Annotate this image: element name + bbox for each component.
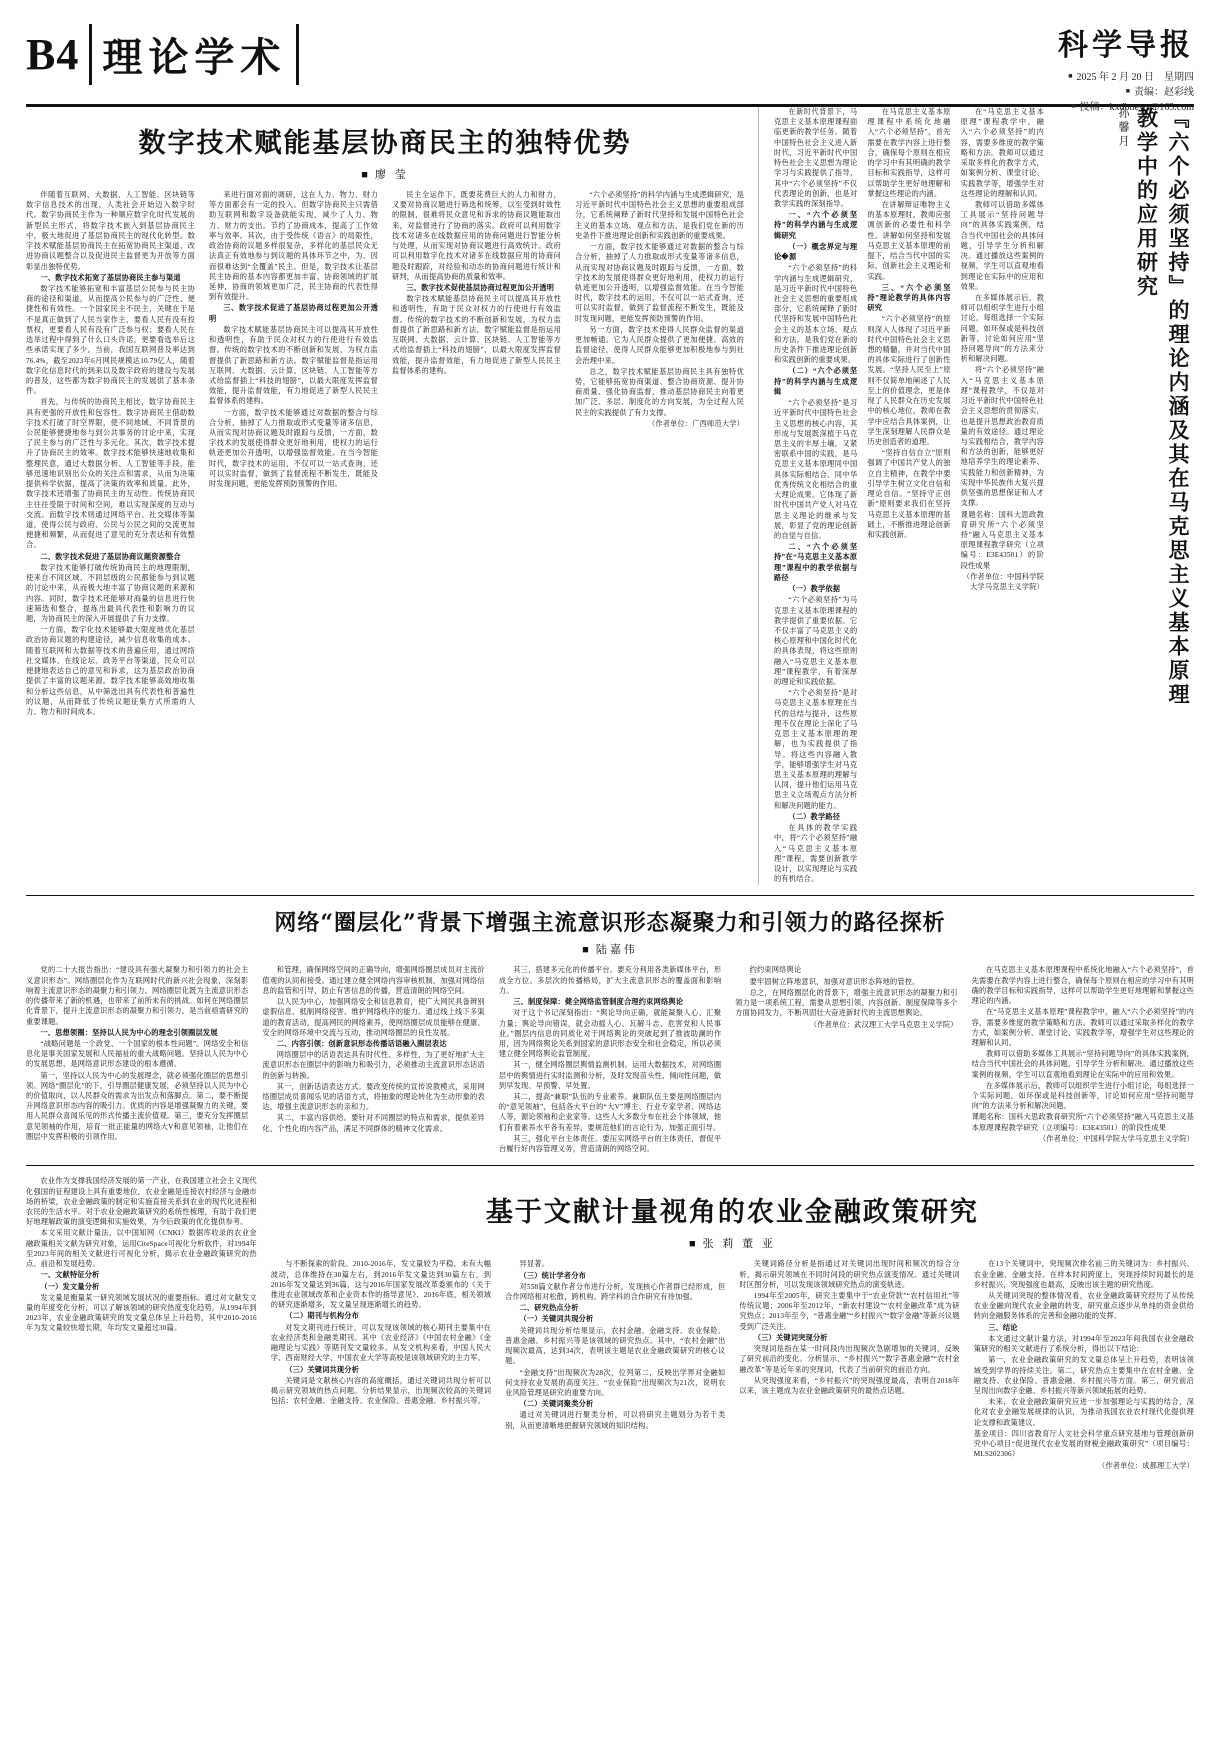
zone-divider-2	[26, 1165, 1194, 1166]
paragraph: 来进行面对面的调研，这在人力、物力、财力等方面都会有一定的投入。但数字协商民主只需借助互联网和数字设备就能实现，减少了人力、物力、财力的支出。节约了协商成本，提高了工作效率与效率。其次，由于受传统《语言》的局限性，政治协商的议题多样很复杂，多样化的基层民众无法真正有效地参与到议题的具体环节之中，为、因而很难达到“全覆盖”民主。但是，数字技术让基层民主协商的基本内容都更加丰富、协商领域的扩展延伸，协商的领域更加广泛，民主协商的代表性得到有效提升。	[209, 191, 378, 302]
article3-col-0	[26, 1176, 257, 1471]
article3-col-2	[505, 1259, 725, 1471]
article1-headline: 数字技术赋能基层协商民主的独特优势	[138, 128, 632, 159]
paragraph: 一方面，数字技术能够通过对数据的整合与综合分析，抽掉了人力推取或形式变量等诸多信息，从而实现对协商议题及时跟踪与反馈，一方面，数字技术的发展使得群众更好地利用，使权力的运行轨迹更加公开透明，以增强监督效能。在当今智能时代，数字技术的运用，不仅可以一站式查询，还可以实时监督，做到了监督流程不断发生，既能及时发现问题，更能发挥预防预警的作用。	[575, 243, 744, 323]
page-content	[0, 107, 1220, 1472]
paragraph: 数字技术能够打破传统协商民主的地理限制，使来自不同区域、不同层级的公民都能参与到议题的讨论中来，从而极大地丰富了协商议题的来源和内容。同时，数字技术还能够对海量的信息进行快速筛选和整合，提炼出最具代表性和影响力的议题，为协商民主的深入开展提供了有力支撑。	[26, 563, 195, 623]
subhead: （一）概念界定与理论�源	[774, 242, 858, 262]
paragraph: 总之，在网络圈层化的背景下，增强主流意识形态的凝聚力和引领力是一项系统工程，需要从思想引领、内容创新、制度保障等多个方面协同发力，不断巩固壮大奋进新时代的主流思想舆论。	[735, 988, 958, 1018]
subhead: （二）教学路径	[788, 812, 841, 821]
unit-note: （作者单位：武汉理工大学马克思主义学院）	[809, 1020, 958, 1029]
paragraph: “坚持自信自立”原则强调了中国共产党人的独立自主精神，在教学中要引导学生树立文化自信和理论自信。“坚持守正创新”原则要求我们在坚持马克思主义基本原理的基础上，不断推进理论创新和实践创新。	[867, 449, 951, 539]
paragraph: 农业作为支撑我国经济发展的第一产业，在我国建立社会主义现代化强国的征程建设上具有重要地位，农业金融是连接农村经济与金融市场的桥梁，农业金融政策的制定和实施直接关系到农业的现代化进程和农民的生活水平。对于农业金融政策研究的系统性梳理，有助于我们更好地理解政策的演变逻辑和实施效果，为今后政策的优化提供参考。	[26, 1177, 257, 1227]
paragraph: “战略问题是一个政党、一个国家的根本性问题”。网络安全和信息化是事关国家发展和人民福祉的重大战略问题。坚持以人民为中心的发展思想，是网络意识形态建设的根本遵循。	[26, 1039, 249, 1069]
subhead: 二、研究热点分析	[519, 1304, 579, 1313]
article2-byline	[26, 941, 1194, 957]
article3-col-4	[974, 1259, 1194, 1471]
paragraph: “六个必须坚持”的科学内涵与生成逻辑研究，是习近平新时代中国特色社会主义思想的重要组成部分，它系统阐释了新时代坚持和发展中国特色社会主义的基本立场、观点和方法，是我们党在新的历史条件下推进理论创新和实践创新的重要成果。	[575, 191, 744, 240]
paper-name: 科学导报	[1058, 28, 1194, 63]
paragraph: 突现词是指在某一时间段内出现频次急剧增加的关键词，反映了研究前沿的变化。分析显示，“乡村振兴”“数字普惠金融”“农村金融改革”等是近年来的突现词，代表了当前研究的前沿方向。	[739, 1345, 960, 1374]
issue-date: ■ 2025 年 2 月 20 日 星期四	[1058, 70, 1194, 85]
paragraph: 关键词是文献核心内容的高度概括，通过关键词共现分析可以揭示研究领域的热点问题。分析结果显示，出现频次较高的关键词包括：农村金融、金融支持、农业保险、普惠金融、乡村振兴等。	[270, 1376, 492, 1406]
paragraph: 对于这个书记深刻指出：“舆论导向正确，就能凝聚人心、汇聚力量；舆论导向错误，就会动摇人心、瓦解斗志、危害党和人民事业。”圈层内信息的同质化对于网络舆论的突破起到了推波助澜的作用，因为网络舆论关系到国家的意识形态安全和社会稳定，所以必须建立健全网络舆论监管制度。	[498, 1009, 722, 1059]
article1-col-3	[392, 190, 561, 718]
article2-col-3	[499, 965, 721, 1155]
masthead-left	[26, 24, 299, 85]
article2r-col-2	[867, 107, 950, 885]
paragraph: 教师可以借助多媒体工具展示“坚持问题导向”的具体实践案例，结合当代中国社会的具体问题，引导学生分析和解决。通过播放这些案例的视频，学生可以直观地看到理论在实际中的应用和效果。	[960, 200, 1044, 291]
article1-author: 廖 莹	[374, 169, 409, 181]
paragraph: 第一，农业金融政策研究的发文量总体呈上升趋势，表明该领域受到学界的持续关注。第二，研究热点主要集中在农村金融、金融支持、农业保险、普惠金融、乡村振兴等方面。第三，研究前沿呈现出向数字金融、乡村振兴等新兴领域拓展的趋势。	[973, 1356, 1194, 1395]
paragraph: 1994年至2005年，研究主要集中于“农业贷款”“农村信用社”等传统议题；2006年至2012年，“新农村建设”“农村金融改革”成为研究热点；2013年至今，“普惠金融”“乡村振兴”“数字金融”等新兴议题受到广泛关注。	[739, 1292, 960, 1331]
paragraph: 在多媒体展示后，教师可以组织学生进行小组讨论，每组选择一个实际问题，如环保或是科技创新等，讨论如何应用“坚持问题导向”的方法来分析和解决问题。	[971, 1081, 1195, 1111]
newspaper-page	[0, 18, 1220, 1743]
article3-headline: 基于文献计量视角的农业金融政策研究	[485, 1197, 979, 1229]
section-title: 理论学术	[89, 24, 299, 85]
paragraph: 对发文期刊进行统计，可以发现该领域的核心期刊主要集中在农业经济类和金融类期刊。其中《农业经济》《中国农村金融》《金融理论与实践》等期刊发文量较多。从发文机构来看，中国人民大学、西南财经大学、中国农业大学等高校是该领域研究的主力军。	[270, 1323, 492, 1363]
paragraph: 数字技术赋能基层协商民主可以提高其开放性和透明性，有助于民众对权力的行使进行有效监督。传统的数字技术的不断创新和发展，为权力监督提供了新思路和新方法。数字赋能监督是指运用互联网、大数据、云计算、区块链、人工智能等方式给监督插上“科技的翅膀”，以最大限度发挥监督效能，提升监督效能，有力地促进了新型人民民主监督体系的建构。	[209, 325, 378, 406]
article3-columns	[271, 1259, 1194, 1471]
paragraph: 民主全运作下，既要花费巨大的人力和财力，又要对协商议题进行筛选和统筹，以至受到时效性的限制，很难将民众意见和诉求的协商议题能取出来，对监督进行了协商的落实。政府可以利用数字技术对诸多在线数据应用的协商问题进行智能分析与处理，从而实现对协商议题进行高效统计。政府可以利用数字化技术对诸多在线数据应用的协商问题及时跟踪，对经验和动态的协商问题进行统计和研判，从而提高协商的质量和效率。	[392, 191, 561, 281]
subhead: 三、结论	[988, 1323, 1018, 1332]
paragraph: 总之，数字技术赋能基层协商民主具有独特优势，它能够拓宽协商渠道、整合协商资源、提升协商质量、强化协商监督，推动基层协商民主向着更加广泛、多层、制度化的方向发展，为全过程人民民主的实践提供了有力支撑。	[575, 367, 744, 417]
paragraph: 其三，搭建多元化的传播平台。要充分利用各类新媒体平台，形成全方位、多层次的传播格局，扩大主流意识形态的覆盖面和影响力。	[498, 966, 722, 995]
paragraph: 对558篇文献作者分布进行分析，发现核心作者群已经形成，但合作网络相对松散，跨机构、跨学科的合作研究有待加强。	[505, 1282, 726, 1301]
article1-columns	[26, 190, 744, 718]
article1-unit-note: （作者单位：广西师范大学）	[647, 419, 744, 428]
paragraph: 数字技术赋能基层协商民主可以提高其开放性和透明性，有助于民众对权力的行使进行有效监督。传统的数字技术的不断创新和发展，为权力监督提供了新思路和新方法，数字赋能监督是指运用互联网、大数据、云计算、区块链、人工智能等方式给监督插上“科技的翅膀”，以最大限度发挥监督效能，提升监督效能，有力地促进了新型人民民主监督体系的建构。	[392, 295, 561, 375]
unit-note: （作者单位：中国科学院大学马克思主义学院）	[962, 572, 1044, 592]
paragraph: 其一，健全网络圈层舆情监测机制。运用大数据技术，对网络圈层中的舆情进行实时监测和分析，及时发现苗头性、倾向性问题，做到早发现、早预警、早处置。	[498, 1061, 722, 1090]
subhead: 一、思想领圈：坚持以人民为中心的理念引领圈层发展	[40, 1028, 218, 1037]
paragraph: 关键词共现分析结果显示，农村金融、金融支持、农业保险、普惠金融、乡村振兴等是该领域的研究热点。其中，“农村金融”出现频次最高，达到34次，表明该主题是农业金融政策研究的核心议题。	[505, 1326, 726, 1366]
paragraph: 教师可以借助多媒体工具展示“坚持问题导向”的具体实践案例，结合当代中国社会的具体问题，引导学生分析和解决。通过播放这些案例的视频，学生可以直观地看到理论在实际中的应用和效果。	[971, 1050, 1195, 1079]
paragraph: 将“六个必须坚持”融入“马克思主义基本原理”课程教学，不仅是对习近平新时代中国特色社会主义思想的贯彻落实，也是提升思想政治教育质量的有效途径。通过理论与实践相结合，教学内容和方法的创新，能够更好地培养学生的理论素养、实践能力和创新精神，为实现中华民族伟大复兴提供坚强的思想保证和人才支撑。	[960, 366, 1044, 508]
paragraph: 在马克思主义基本原理课程中系统化地融入“六个必须坚持”，首先需要在教学内容上进行整合，确保每个原则在相应的学习中有其明确的教学目标和实践指导，这样可以帮助学生更好地理解和掌握这些理论的内涵。	[971, 966, 1195, 1006]
paragraph: 本文通过文献计量方法，对1994年至2023年间我国农业金融政策研究的相关文献进行了系统分析，得出以下结论：	[973, 1334, 1194, 1354]
paragraph: 其三，强化平台主体责任。要压实网络平台的主体责任，督促平台履行好内容管理义务，营造清朗的网络空间。	[498, 1134, 722, 1154]
paragraph: 一方面，数字化技术能够最大限度地优化基层政治协商议题的构建途径，减少信息收集的成本。随着互联网和大数据等技术的普遍应用，通过网络社交媒体、在线论坛、政务平台等渠道，民众可以便捷地表达自己的意见和诉求，这为基层政治协商提供了丰富的议题来源。数字技术能够高效地收集和分析这些信息，从中筛选出具有代表性和普遍性的议题，从而降低了传统议题征集方式所需的人力、物力和时间成本。	[26, 626, 195, 716]
article2-columns	[26, 965, 1194, 1155]
paragraph: “六个必须坚持”为马克思主义基本原理课程的教学提供了重要依据。它不仅丰富了马克思主义的核心原理和中国化时代化的具体表现，将这些原则融入“马克思主义基本原理”课程教学，有着深厚的理论和实践依据。	[774, 596, 858, 687]
paragraph: 另一方面，数字技术使得人民群众监督的渠道更加畅通。它为人民群众提供了更加便捷、高效的监督途径，使得人民群众能够更加积极地参与到社会治理中来。	[575, 325, 744, 365]
article2-headline: 网络“圈层化”背景下增强主流意识形态凝聚力和引领力的路径探析	[274, 910, 946, 937]
unit-note: （作者单位：中国科学院大学马克思主义学院）	[1038, 1134, 1195, 1143]
paragraph: 其二，丰富内容供给。要针对不同圈层的特点和需求，提供差异化、个性化的内容产品，满足不同群体的精神文化需求。	[262, 1114, 485, 1133]
subhead: 三、数字技术促使基层协商过程更加公开透明	[406, 283, 555, 292]
vertical-headline: 『六个必须坚持』的理论内涵及其在马克思主义基本原理教学中的应用研究	[1134, 107, 1191, 707]
paragraph: 在马克思主义基本原理课程中系统化地融入“六个必须坚持”，首先需要在教学内容上进行整合，确保每个原则在相应的学习中有其明确的教学目标和实践指导，这样可以帮助学生更好地理解和掌握这些理论的内涵。	[867, 108, 951, 198]
article2-col-1	[26, 965, 248, 1155]
subhead: 三、数字技术促进了基层协商过程更加公开透明	[209, 304, 378, 323]
masthead-meta	[1058, 70, 1194, 115]
paragraph: 关键词路径分析是指通过对关键词出现时间和频次的综合分析，揭示研究领域在不同时间段的研究热点演变情况。通过关键词时区图分析，可以发现该领域研究热点的演变轨迹。	[739, 1260, 960, 1289]
article2-col-4	[735, 965, 957, 1155]
subhead: （三）关键词共现分析	[285, 1365, 360, 1374]
vertical-author: 孙馨月	[1117, 107, 1129, 149]
byline-marker: ■	[582, 944, 592, 957]
subhead: （二）“六个必须坚持”的科学内涵与生成逻辑	[774, 367, 858, 396]
subhead: 三、制度保障：健全网络监管制度合理约束网络舆论	[513, 998, 684, 1007]
project-note: 课题名称：国科大思政教育研究所“六个必须坚持”融入马克思主义基本原理课程教学研究（立项编号：E3E43501）的阶段性成果	[960, 510, 1044, 570]
paragraph: 通过对关键词进行聚类分析，可以将研究主题划分为若干类别，从而更清晰地把握研究领域的知识结构。	[505, 1411, 726, 1430]
subhead: 二、内容引领：创新意识形态传播话语融入圈层表达	[276, 1039, 447, 1048]
paragraph: 其二，提高“兼职”队伍的专业素养。兼职队伍主要是网络圈层内的“意见领袖”，包括各大平台的“大V”博主、行业专家学者、网络达人等，源论领袖和企业家等。这些人大多数分布在社会个体领域，他们有着素养水平各有差异，要规范他们的言论行为，加强正面引导。	[498, 1093, 722, 1132]
paragraph: 和管理，确保网络空间的正确导向，增强网络圈层成员对主流价值观的认同和接受。通过建立健全网络内容审核机制，加强对网络信息的监管和引导，防止有害信息的传播，营造清朗的网络空间。	[262, 966, 485, 995]
editor-name: ■ 责编：赵彩线	[1058, 85, 1194, 100]
article2-col-2	[262, 965, 484, 1155]
byline-marker: ■	[361, 169, 371, 181]
paragraph: 在13个关键词中，突现频次排名前三的关键词为：乡村振兴、农业金融、金融支持。在样本时间跨度上，突现持续时间最长的是乡村振兴，突现强度也最高，反映出该主题的研究热度。	[973, 1260, 1194, 1289]
paragraph: 未来，农业金融政策研究应进一步加强理论与实践的结合，深化对农业金融发展规律的认识，为推动我国农业农村现代化提供理论支撑和政策建议。	[973, 1398, 1194, 1427]
submission-email: ■ 投稿：kxdbnews@163.com	[1058, 100, 1194, 115]
subhead: 一、文献特征分析	[40, 1271, 100, 1280]
article3-byline	[271, 1235, 1194, 1251]
paragraph: 要牢固树立阵地意识，加强对意识形态阵地的管控。	[749, 977, 920, 986]
article1-col-4	[575, 190, 744, 718]
paragraph: 在新时代背景下，马克思主义基本原理课程面临更新的教学任务。随着中国特色社会主义进入新时代，习近平新时代中国特色社会主义思想为理论学习与实践提供了指导，其中“六个必须坚持”不仅代表理论的创新，也是对教学实践的深刻指导。	[774, 108, 858, 208]
article-digital-democracy	[26, 107, 744, 885]
paragraph: 伴随着互联网、大数据、人工智能、区块链等数字信息技术的出现，人类社会开始迈入数字时代。数字协商民主作为一种顺应数字化时代发展的新型民主形式，将数字技术嵌入到基层协商民主中，极大地促进了基层协商民主的现代化转型。数字技术赋能基层协商民主在拓宽协商民主渠道、改进协商议题整合以及促进民主监督更为开放等方面彰显出独特优势。	[26, 191, 195, 271]
unit-note: （作者单位：成都理工大学）	[1097, 1461, 1194, 1470]
paragraph: 发文量是衡量某一研究领域发展状况的重要指标。通过对文献发文量的年度变化分析，可以了解该领域的研究热度变化趋势。从1994年到2023年，农业金融政策研究的发文量总体呈上升趋势，其中2010-2016年为发文量较快增长期，年均发文量超过30篇。	[26, 1293, 257, 1333]
subhead: 一、“六个必须坚持”的科学内涵与生成逻辑研究	[774, 211, 858, 240]
masthead	[26, 18, 1194, 113]
article-network-circles	[26, 906, 1194, 1155]
article2-author: 陆嘉伟	[595, 944, 638, 957]
vertical-title-block	[1044, 107, 1194, 885]
article2r-col-3	[961, 107, 1044, 885]
article2-col-5	[972, 965, 1194, 1155]
paragraph: 与不断探索的阶段。2010-2016年，发文量较为平稳，未有大幅波动，总体维持在30篇左右，到2016年发文量达到30篇左右，到2016年发文量达到36篇，这与2016年国家发展改革委颁布的《关于推进农业领域改革和企业资本作的指导意见》、2016年底，相关领域的研究逐渐增多，发文量呈现逐渐增长的趋势。	[270, 1260, 492, 1310]
paragraph: 本文采用文献计量法，以中国知网（CNKI）数据库收录的农业金融政策相关文献为研究对象，运用CiteSpace可视化分析软件，对1994年至2023年间的相关文献进行可视化分析，揭示农业金融政策研究的热点、前沿和发展趋势。	[26, 1229, 257, 1269]
zone-divider-1	[26, 895, 1194, 896]
paragraph: 在讲解辩证唯物主义的基本原理时，教师应强调创新的必要性和科学性。讲解如何坚持和发展马克思主义基本原理的前提下，结合当代中国的实际，创新社会主义理论和实践。	[867, 200, 951, 281]
paragraph: 在具体的教学实践中，将“六个必须坚持”融入“马克思主义基本原理”课程，需要创新教学设计，以实现理论与实践的有机结合。	[774, 824, 858, 884]
paragraph: “六个必须坚持”的原则深入人体现了习近平新时代中国特色社会主义思想的精髓，并对当代中国的具体实际进行了创新性发展。“坚持人民至上”原则不仅简单地阐述了人民至上的价值理念，更是体现了人民群众在历史发展中的核心地位，教师在教学中应结合具体案例，让学生深刻理解人民群众是历史创造者的道理。	[867, 315, 951, 446]
paragraph: 在多媒体展示后，教师可以组织学生进行小组讨论，每组选择一个实际问题，如环保或是科技创新等，讨论如何应用“坚持问题导向”的方法来分析和解决问题。	[960, 293, 1044, 364]
subhead: （二）期刊与机构分布	[285, 1312, 360, 1321]
paragraph: “六个必须坚持”是对马克思主义基本原理在当代的总结与提升，这些原理不仅在理论上深化了马克思主义基本原理的理解，也为实践提供了指导。将这些内容融入教学，能够增强学生对马克思主义基本原理的理解与认同，提升他们运用马克思主义立场观点方法分析和解决问题的能力。	[774, 689, 858, 810]
paragraph: 约约束网络舆论	[749, 966, 802, 975]
paragraph: 从突现强度来看，“乡村振兴”的突现强度最高，表明自2018年以来，该主题成为农业金融政策研究的最热点话题。	[739, 1376, 960, 1395]
paragraph: 以人民为中心，加强网络安全和信息教育，使广大网民具备辨别虚假信息、抵制网络侵害、维护网络秩序的能力。通过线上线下多渠道的教育活动，提高网民的网络素养，使网络圈层成员能够在健康、安全的网络环境中交流与互动，推动网络圈层的良性发展。	[262, 998, 485, 1037]
paragraph: “六个必须坚持”是习近平新时代中国特色社会主义思想的核心内容，其形成与发展既深植于马克思主义的丰厚土壤，又紧密联系中国的实践，是马克思主义基本原理同中国具体实际相结合、同中华优秀传统文化相结合的重大理论成果。它体现了新时代中国共产党人对马克思主义理论的继承与发展，彰显了党的理论创新的自觉与自信。	[774, 399, 858, 540]
fund-note: 基金项目：四川省教育厅人文社会科学重点研究基地与管理创新研究中心项目“促进现代农业发展的财税金融政策研究”（项目编号：MLS202306）	[973, 1429, 1194, 1459]
article-six-musts	[774, 107, 1194, 885]
subhead: 三、“六个必须坚持”理论教学的具体内容研究	[867, 283, 951, 313]
article3-col-3	[739, 1259, 959, 1471]
subhead: （一）教学依据	[788, 585, 841, 594]
article1-col-2	[209, 190, 378, 718]
subhead: （三）关键词突现分析	[753, 1333, 828, 1342]
paragraph: 一方面，数字技术能够通过对数据的整合与综合分析，抽掉了人力推取或形式变量等诸多信息，从而实现对协商议题及时跟踪与反馈，一方面，数字技术的发展使得群众更好地利用，使权力的运行轨迹更加公开透明，以增强监督效能。在当今智能时代，数字技术的运用，不仅可以一站式查询，还可以实时监督，做到了监督流程不断发生，既能及时发现问题，更能发挥预防预警的作用。	[209, 408, 378, 489]
page-folio: B4	[26, 30, 80, 79]
subhead: 二、数字技术促进了基层协商议题资源整合	[40, 552, 181, 561]
paragraph: 从关键词突现的整体情况看，农业金融政策研究经历了从传统农业金融向现代农业金融的转变，研究重点逐步从单纯的资金供给转向金融服务体系的完善和金融功能的发挥。	[973, 1292, 1194, 1321]
article-agri-finance	[26, 1176, 1194, 1471]
paragraph: 异显著。	[519, 1260, 550, 1269]
paragraph: “金融支持”出现频次为28次，位列第二，反映出学界对金融如何支持农业发展的高度关注。“农业保险”出现频次为21次，说明农业风险管理是研究的重要方向。	[505, 1368, 726, 1397]
article1-col-1	[26, 190, 195, 718]
masthead-right	[1058, 20, 1194, 115]
zone-top	[26, 107, 1194, 885]
paragraph: 第一，坚持以人民为中心的发展理念，就必须强化圈层的思想引领。网络“圈层化”的下，引导圈层健康发展，必须坚持以人民为中心的价值取向，以人民群众的需求为出发点和落脚点。第二，要不断提升网络意识形态内容的吸引力。优质的内容是增强凝聚力的关键，要用人民群众喜闻乐见的形式传播主流价值观。第三，要充分发挥圈层意见领袖的作用，培育一批正能量的网络大V和意见领袖，让他们在圈层中发挥积极的引领作用。	[26, 1071, 249, 1141]
paragraph: 其一，创新话语表达方式。要改变传统的宣传说教模式，采用网络圈层成员喜闻乐见的话语方式，将抽象的理论转化为生动形象的表达，增强主流意识形态的亲和力。	[262, 1082, 485, 1112]
article3-author: 张 莉 董 亚	[702, 1238, 776, 1251]
subhead: （一）关键词共现分析	[519, 1315, 594, 1324]
article3-col-1	[271, 1259, 491, 1471]
paragraph: 数字技术能够拓宽和丰富基层公民参与民主协商的途径和渠道，从而提高公民参与的广泛性、便捷性和有效性。一个国家民主不民主，关键在于是不是真正做到了人民当家作主，要看人民有没有投票权，更要看人民有没有广泛参与权；要看人民在选举过程中得到了什么口头许诺，更要看选举后这些承诺实现了多少。当前，我国互联网普及率达到76.4%，截至2023年6月网民规模达10.79亿人，随着数字化信息时代的到来以及数字政府的建设与发展的普及，这些都为数字协商民主的发展供了基本条件。	[26, 284, 195, 396]
subhead: 二、“六个必须坚持”在“马克思主义基本原理”课程中的教学依据与路径	[774, 543, 858, 582]
article2r-col-1	[774, 107, 857, 885]
byline-marker: ■	[688, 1238, 699, 1251]
subhead: （二）关键词聚类分析	[519, 1400, 594, 1409]
paragraph: 首先，与传统的协商民主相比，数字协商民主具有更强的开放性和包容性。数字协商民主借助数字技术打破了时空界限，使不同地域、不同背景的公民能够便捷地参与到公共事务的讨论中来，实现了民主参与的广泛性与多元化。其次，数字技术提升了协商民主的效率。数字技术能够快速地收集和整理民意，通过大数据分析、人工智能等手段，能够迅速地识别出公众的关注点和需求，从而为决策提供科学依据，提高了决策的效率和质量。此外，数字技术还增强了协商民主的互动性。传统协商民主往往受限于时间和空间，难以实现深度的互动与交流。而数字技术则通过网络平台、社交媒体等渠道，使得公民与政府、公民与公民之间的交流更加便捷和频繁，从而促进了意见的充分表达和有效整合。	[26, 398, 195, 550]
subhead: （三）统计学者分布	[519, 1271, 586, 1280]
subhead: （一）发文量分析	[40, 1282, 100, 1291]
paragraph: 网络圈层中的话语表达具有时代性、多样性，为了更好地扩大主流意识形态在圈层中的影响力和吸引力，必须推动主流意识形态话语的创新与转换。	[262, 1051, 485, 1080]
paragraph: 在“马克思主义基本原理”课程教学中，融入“六个必须坚持”的内容，需要多维度的教学策略和方法。教师可以通过采取多样化的教学方式，如案例分析、课堂讨论、实践教学等，增强学生对这些理论的理解和认同。	[971, 1008, 1195, 1047]
project-note: 课题名称：国科大思政教育研究所“六个必须坚持”融入马克思主义基本原理课程教学研究（立项编号：E3E43501）的阶段性成果	[971, 1113, 1195, 1132]
article1-byline	[26, 166, 744, 182]
subhead: 一、数字技术拓宽了基层协商民主参与渠道	[40, 273, 181, 282]
paragraph: 在“马克思主义基本原理”课程教学中，融入“六个必须坚持”的内容，需要多维度的教学策略和方法。教师可以通过采取多样化的教学方式，如案例分析、课堂讨论、实践教学等，增强学生对这些理论的理解和认同。	[960, 108, 1044, 198]
paragraph: “六个必须坚持”的科学内涵与生成逻辑研究，是习近平新时代中国特色社会主义思想的重要组成部分，它系统阐释了新时代坚持和发展中国特色社会主义的基本立场、观点和方法，是我们党在新的历史条件下推进理论创新和实践创新的重要成果。	[774, 264, 858, 365]
paragraph: 党的二十大报告指出：“建设具有强大凝聚力和引领力的社会主义意识形态”。网络圈层化作为互联网时代的新兴社会现象，深刻影响着主流意识形态的凝聚力和引领力。网络圈层化既为主流意识形态的传播带来了新的机遇，也带来了前所未有的挑战。如何在网络圈层化背景下，提升主流意识形态的凝聚力和引领力，是当前亟需研究的重要课题。	[26, 966, 249, 1026]
